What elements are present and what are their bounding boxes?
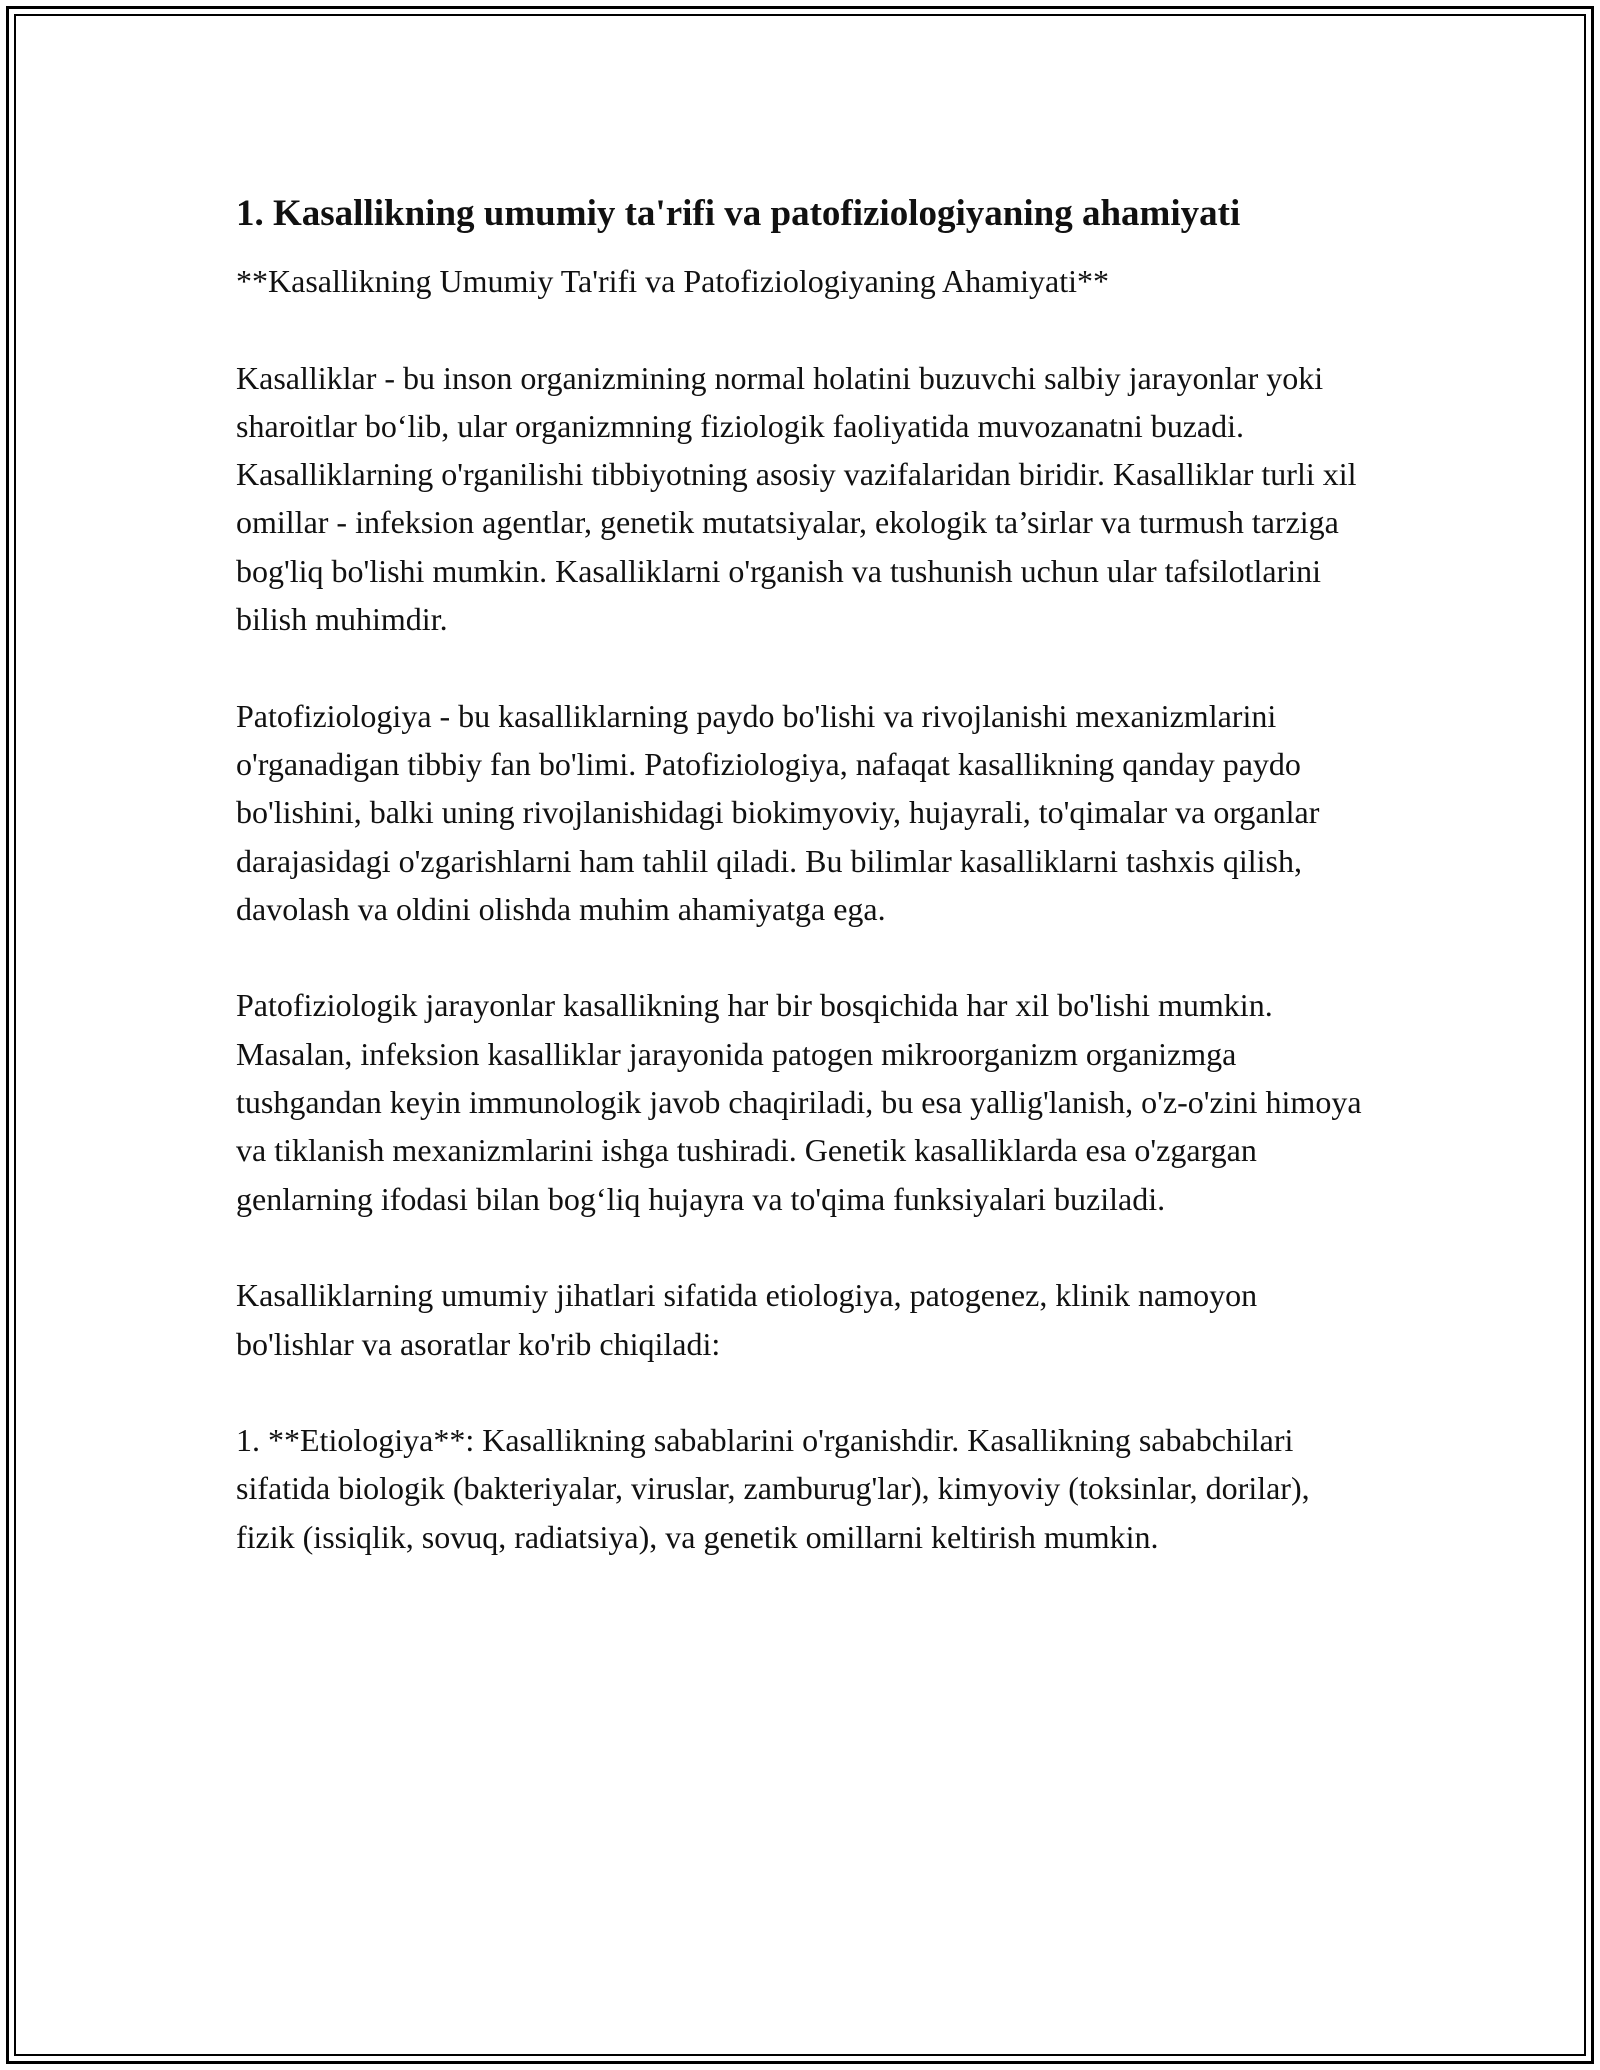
- document-content: [236, 186, 1366, 1561]
- page-title: 1. Kasallikning umumiy ta'rifi va patofiziologiyaning ahamiyati: [236, 193, 1241, 234]
- document-body: **Kasallikning Umumiy Ta'rifi va Patofiziologiyaning Ahamiyati** Kasalliklar - bu inson organizmining normal holatini buzuvchi salbiy jarayonlar yoki sharoitlar bo‘lib, ular organizmning fiziologik faoliyatida muvozanatni buzadi. Kasalliklarning o'rganilishi tibbiyotning asosiy vazifalaridan biridir. Kasalliklar turli xil omillar - infeksion agentlar, genetik mutatsiyalar, ekologik ta’sirlar va turmush tarziga bog'liq bo'lishi mumkin. Kasalliklarni o'rganish va tushunish uchun ular tafsilotlarini bilish muhimdir. Patofiziologiya - bu kasalliklarning paydo bo'lishi va rivojlanishi mexanizmlarini o'rganadigan tibbiy fan bo'limi. Patofiziologiya, nafaqat kasallikning qanday paydo bo'lishini, balki uning rivojlanishidagi biokimyoviy, hujayrali, to'qimalar va organlar darajasidagi o'zgarishlarni ham tahlil qiladi. Bu bilimlar kasalliklarni tashxis qilish, davolash va oldini olishda muhim ahamiyatga ega. Patofiziologik jarayonlar kasallikning har bir bosqichida har xil bo'lishi mumkin. Masalan, infeksion kasalliklar jarayonida patogen mikroorganizm organizmga tushgandan keyin immunologik javob chaqiriladi, bu esa yallig'lanish, o'z-o'zini himoya va tiklanish mexanizmlarini ishga tushiradi. Genetik kasalliklarda esa o'zgargan genlarning ifodasi bilan bog‘liq hujayra va to'qima funksiyalari buziladi. Kasalliklarning umumiy jihatlari sifatida etiologiya, patogenez, klinik namoyon bo'lishlar va asoratlar ko'rib chiqiladi: 1. **Etiologiya**: Kasallikning sabablarini o'rganishdir. Kasallikning sababchilari sifatida biologik (bakteriyalar, viruslar, zamburug'lar), kimyoviy (toksinlar, dorilar), fizik (issiqlik, sovuq, radiatsiya), va genetik omillarni keltirish mumkin.: [236, 263, 1362, 1555]
